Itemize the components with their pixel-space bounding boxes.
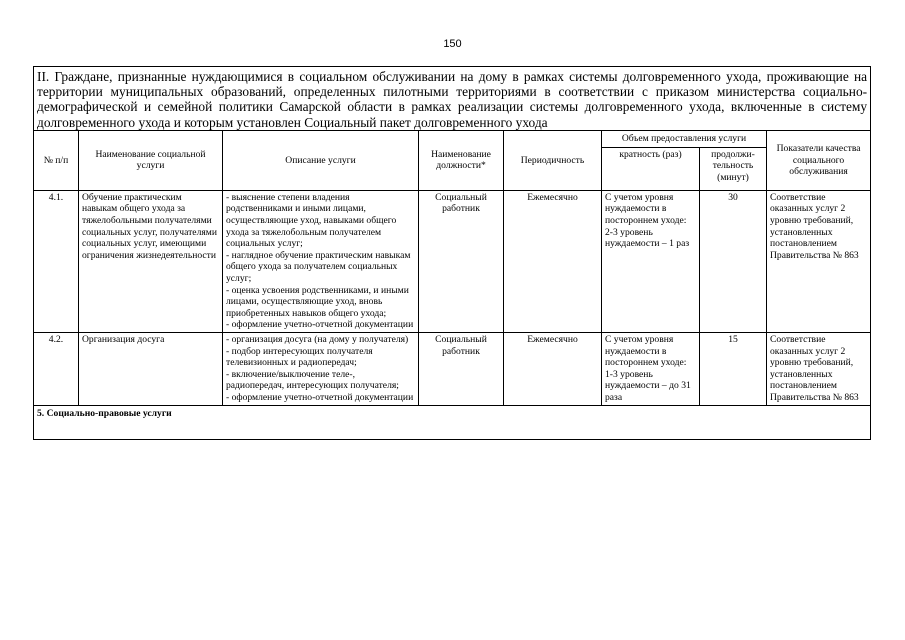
section-footer-row [34, 405, 871, 439]
service-description [223, 190, 419, 332]
column-header-duration: продолжи-тельность (минут) [700, 147, 767, 190]
service-name: Обучение практическим навыкам общего ухода за тяжелобольными получателями социальных услуг, получателями социальных услуг, имеющими ограничения жизнедеятельности [79, 190, 223, 332]
table-row [34, 332, 871, 405]
service-description [223, 332, 419, 405]
section-footer: 5. Социально-правовые услуги [34, 405, 871, 439]
description-item: - оформление учетно-отчетной документации [226, 391, 414, 403]
column-header-periodicity: Периодичность [504, 130, 602, 190]
service-name: Организация досуга [79, 332, 223, 405]
table-row [34, 190, 871, 332]
table-header-row [34, 130, 871, 147]
quality-indicator: Соответствие оказанных услуг 2 уровню требований, установленных постановлением Правительства № 863 [767, 332, 871, 405]
page-number: 150 [443, 38, 462, 50]
column-header-service-name: Наименование социальной услуги [79, 130, 223, 190]
position-name: Социальный работник [419, 190, 504, 332]
multiplicity: С учетом уровня нуждаемости в постороннем уходе: 1-3 уровень нуждаемости – до 31 раза [602, 332, 700, 405]
description-item: - подбор интересующих получателя телевизионных и радиопередач; [226, 345, 373, 369]
description-item: - выяснение степени владения родственниками и иными лицами, осуществляющие уход, навыками общего ухода за тяжелобольным получателем социальных услуг; [226, 191, 397, 250]
column-header-description: Описание услуги [223, 130, 419, 190]
column-header-quality: Показатели качества социального обслуживания [767, 130, 871, 190]
description-item: - включение/выключение теле-, радиопередач, интересующих получателя; [226, 368, 399, 392]
description-item: - оформление учетно-отчетной документации [226, 319, 414, 331]
quality-indicator: Соответствие оказанных услуг 2 уровню требований, установленных постановлением Правительства № 863 [767, 190, 871, 332]
column-header-number: № п/п [34, 130, 79, 190]
row-number: 4.2. [34, 332, 79, 405]
duration: 30 [700, 190, 767, 332]
section-header: II. Граждане, признанные нуждающимися в социальном обслуживании на дому в рамках системы долговременного ухода, проживающие на территории муниципальных образований, определенных пилотными территориями в соответствии с приказом министерства социально-демографической и семейной политики Самарской области в рамках реализации системы долговременного ухода, включенные в систему долговременного ухода и которым установлен Социальный пакет долговременного ухода [34, 67, 871, 131]
periodicity: Ежемесячно [504, 190, 602, 332]
description-item: - организация досуга (на дому у получателя) [226, 333, 409, 345]
duration: 15 [700, 332, 767, 405]
row-number: 4.1. [34, 190, 79, 332]
services-table [33, 66, 871, 440]
description-item: - наглядное обучение практическим навыкам общего ухода за получателем социальных услуг; [226, 249, 411, 284]
periodicity: Ежемесячно [504, 332, 602, 405]
section-header-row [34, 67, 871, 131]
multiplicity: С учетом уровня нуждаемости в постороннем уходе: 2-3 уровень нуждаемости – 1 раз [602, 190, 700, 332]
column-header-position: Наименование должности* [419, 130, 504, 190]
column-header-volume-group: Объем предоставления услуги [602, 130, 767, 147]
position-name: Социальный работник [419, 332, 504, 405]
column-header-multiplicity: кратность (раз) [602, 147, 700, 190]
description-item: - оценка усвоения родственниками, и иными лицами, осуществляющие уход, вновь приобретенных навыков общего ухода; [226, 284, 409, 319]
